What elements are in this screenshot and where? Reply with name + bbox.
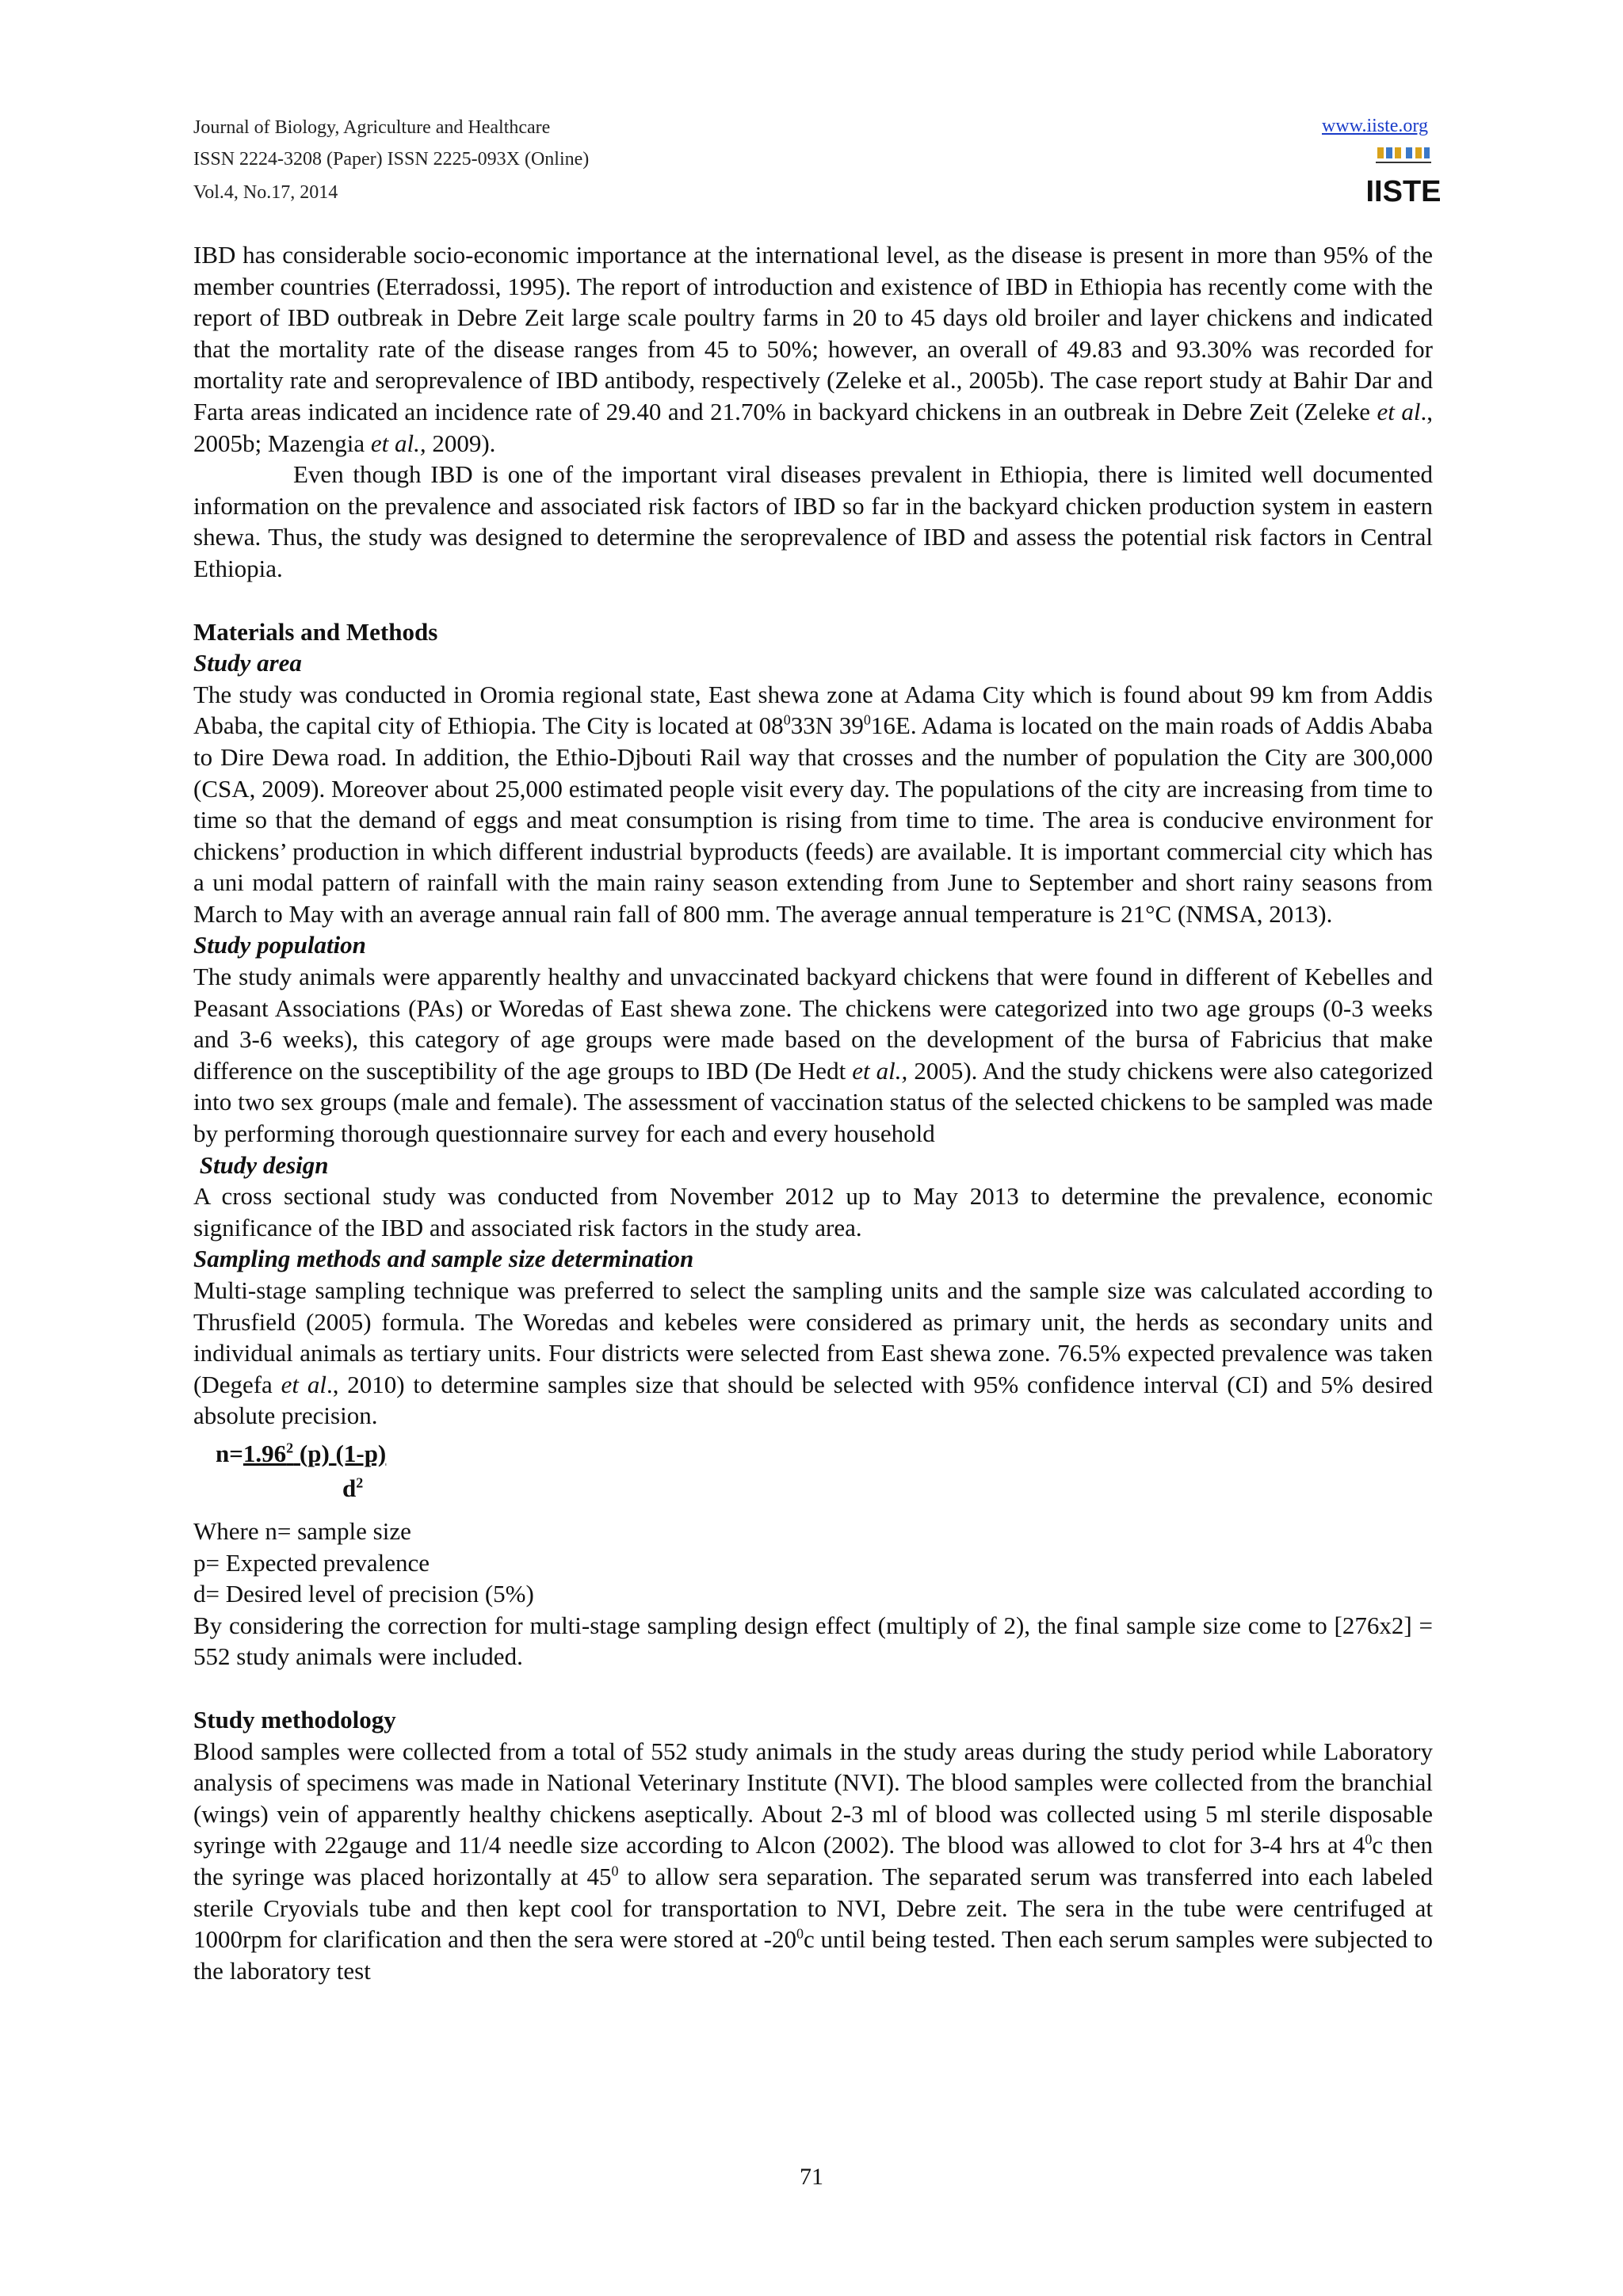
- study-population-paragraph: The study animals were apparently healthy and unvaccinated backyard chickens that were found in different of Kebelles and Peasant Associations (PAs) or Woredas of East shewa zone. The chickens were categorized into two age groups (0-3 weeks and 3-6 weeks), this category of age groups were made based on the development of the bursa of Fabricius that make difference on the susceptibility of the age groups to IBD (De Hedt et al., 2005). And the study chickens were also categorized into two sex groups (male and female). The assessment of vaccination status of the selected chickens to be sampled was made by performing thorough questionnaire survey for each and every household: [193, 963, 1433, 1148]
- logo-text: IISTE: [1365, 175, 1442, 208]
- study-methodology-paragraph: Blood samples were collected from a total of 552 study animals in the study areas during the study period while Laboratory analysis of specimens was made in National Veterinary Institute (NVI). The blood samples were collected from the branchial (wings) vein of apparently healthy chickens aseptically. About 2-3 ml of blood was collected using 5 ml sterile disposable syringe with 22gauge and 11/4 needle size according to Alcon (2002). The blood was allowed to clot for 3-4 hrs at $4^0c$ then the syringe was placed horizontally at $45^0$ to allow sera separation. The separated serum was transferred into each labeled sterile Cryovials tube and then kept cool for transportation to NVI, Debre zeit. The sera in the tube were centrifuged at 1000rpm for clarification and then the sera were stored at $-20^0c$ until being tested. Then each serum samples were subjected to the laboratory test: [193, 1737, 1433, 1985]
- subheading-sampling: Sampling methods and sample size determination: [193, 1245, 694, 1273]
- sample-size-formula: $n=1.96^2$ (p) (1-p) $d^2$: [216, 1439, 387, 1502]
- formula-definition-d: d= Desired level of precision (5%): [193, 1580, 534, 1608]
- iiste-logo: [1365, 144, 1442, 208]
- subheading-study-design: Study design: [193, 1150, 329, 1179]
- sampling-paragraph: Multi-stage sampling technique was preferred to select the sampling units and the sample size was calculated according to Thrusfield (2005) formula. The Woredas and kebeles were considered as primary unit, the herds as secondary units and individual animals as tertiary units. Four districts were selected from East shewa zone. 76.5% expected prevalence was taken (Degefa et al., 2010) to determine samples size that should be selected with 95% confidence interval (CI) and 5% desired absolute precision.: [193, 1276, 1433, 1430]
- sample-size-correction-paragraph: By considering the correction for multi-stage sampling design effect (multiply of 2), the final sample size come to [276x2] = 552 study animals were included.: [193, 1611, 1433, 1671]
- subheading-study-methodology: Study methodology: [193, 1705, 396, 1733]
- intro-paragraph-1: IBD has considerable socio-economic importance at the international level, as the disease is present in more than 95% of the member countries (Eterradossi, 1995). The report of introduction and existence of IBD in Ethiopia has recently come with the report of IBD outbreak in Debre Zeit large scale poultry farms in 20 to 45 days old broiler and layer chickens and indicated that the mortality rate of the disease ranges from 45 to 50%; however, an overall of 49.83 and 93.30% was recorded for mortality rate and seroprevalence of IBD antibody, respectively (Zeleke et al., 2005b). The case report study at Bahir Dar and Farta areas indicated an incidence rate of 29.40 and 21.70% in backyard chickens in an outbreak in Debre Zeit (Zeleke et al., 2005b; Mazengia et al., 2009).: [193, 241, 1433, 457]
- page-number: 71: [800, 2164, 823, 2190]
- journal-url-link[interactable]: www.iiste.org: [1322, 116, 1428, 136]
- section-heading-materials-methods: Materials and Methods: [193, 617, 438, 646]
- journal-issn: ISSN 2224-3208 (Paper) ISSN 2225-093X (Online): [193, 149, 590, 170]
- formula-definition-p: p= Expected prevalence: [193, 1548, 430, 1577]
- intro-paragraph-2: Even though IBD is one of the important viral diseases prevalent in Ethiopia, there is limited well documented information on the prevalence and associated risk factors of IBD so far in the backyard chicken production system in eastern shewa. Thus, the study was designed to determine the seroprevalence of IBD and assess the potential risk factors in Central Ethiopia.: [193, 460, 1433, 582]
- article-body: [193, 239, 1433, 1986]
- study-design-paragraph: A cross sectional study was conducted from November 2012 up to May 2013 to determine the prevalence, economic significance of the IBD and associated risk factors in the study area.: [193, 1182, 1433, 1241]
- formula-where-line: Where n= sample size: [193, 1516, 411, 1545]
- journal-title: Journal of Biology, Agriculture and Healthcare: [193, 117, 551, 138]
- subheading-study-area: Study area: [193, 649, 302, 677]
- subheading-study-population: Study population: [193, 931, 366, 959]
- journal-volume: Vol.4, No.17, 2014: [193, 182, 338, 203]
- study-area-paragraph: The study was conducted in Oromia regional state, East shewa zone at Adama City which is found about 99 km from Addis Ababa, the capital city of Ethiopia. The City is located at $08^033N$ $39^016E$. Adama is located on the main roads of Addis Ababa to Dire Dewa road. In addition, the Ethio-Djbouti Rail way that crosses and the number of population the City are 300,000 (CSA, 2009). Moreover about 25,000 estimated people visit every day. The populations of the city are increasing from time to time so that the demand of eggs and meat consumption is rising from time to time. The area is conducive environment for chickens’ production in which different industrial byproducts (feeds) are available. It is important commercial city which has a uni modal pattern of rainfall with the main rainy season extending from June to September and short rainy seasons from March to May with an average annual rain fall of 800 mm. The average annual temperature is 21°C (NMSA, 2013).: [193, 680, 1433, 928]
